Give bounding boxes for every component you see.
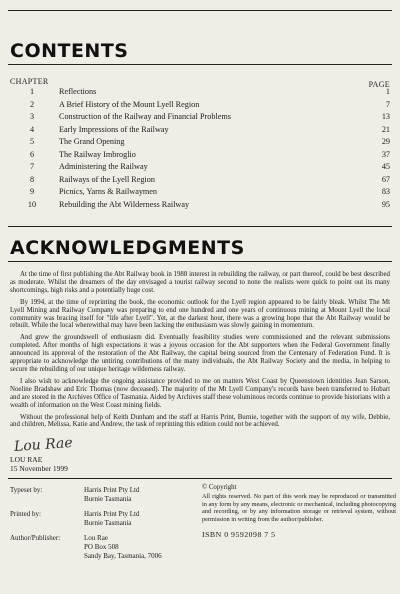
chapter-number: 10 [27,199,37,209]
acknowledgments-heading: ACKNOWLEDGMENTS [10,237,245,259]
top-rule [8,10,392,11]
imprint-rule [8,478,392,479]
toc-row [10,200,392,213]
author-publisher-line: PO Box 508 [84,542,119,551]
author-signature: Lou Rae [13,434,74,456]
acknowledgment-paragraph: I also wish to acknowledge the ongoing assistance provided to me on matters West Coast by Queenstown identities Jean Sarson, Noeline Bradshaw and Eric Thomas (now deceased). The majority of the Mt Lyell Company's records have been transferred to Hobart and are stored in the Archives Office of Tasmania. Aided by Archives staff these voluminous records continue to provide historians with a wealth of information on the West Coast mining fields. [10,377,390,409]
chapter-number: 8 [29,174,35,184]
toc-row [10,162,392,175]
chapter-number: 6 [29,149,35,159]
author-name: LOU RAE [10,455,43,464]
chapter-title: Construction of the Railway and Financial Problems [59,112,231,121]
copyright-text: All rights reserved. No part of this work may be reproduced or transmitted in any form by any means, electronic or mechanical, including photocopying and recording, or by any information storage or retrieval system, without permission in writing from the author/publisher. [202,492,396,524]
toc-row [10,137,392,150]
chapter-title: A Brief History of the Mount Lyell Region [59,99,200,109]
page-column-label: PAGE [368,80,390,89]
author-publisher-line: Lou Rae [84,534,108,543]
printed-line: Burnie Tasmania [84,518,132,527]
chapter-title: Early Impressions of the Railway [59,124,169,134]
chapter-number: 3 [29,112,35,121]
printed-credit [10,510,162,527]
chapter-title: Railways of the Lyell Region [59,174,155,184]
toc-row [10,150,392,163]
acknowledgment-paragraph: Without the professional help of Keith Dunham and the staff at Harris Print, Burnie, together with the support of my wife, Debbie, and children, Melissa, Katie and Andrew, the task of reprinting this edition could not be achieved. [10,413,390,429]
publishing-credits [10,486,162,567]
chapter-title: Administering the Railway [59,162,148,171]
page-number: 67 [381,174,390,184]
contents-rule [8,64,392,65]
acknowledgment-paragraph: By 1994, at the time of reprinting the book, the economic outlook for the Lyell region appeared to be fairly bleak. Whilst The Mt Lyell Mining and Railway Company was preparing to end one hundred and one years of continuous mining at Mount Lyell the local community was bracing itself for "life after Lyell". Yet, at the darkest hour, there was a growing hope that the Abt Railway would be rebuilt. While the local wherewithal may have been lacking the enthusiasm was slowly gaining in momentum. [10,298,390,330]
chapter-number: 4 [29,124,35,134]
chapter-title: The Grand Opening [59,137,125,146]
typeset-line: Harris Print Pty Ltd [84,486,140,494]
toc-row [10,100,392,113]
acknowledgment-paragraph: And grew the groundswell of enthusiasm did. Eventually feasibility studies were commissioned and the relevant submissions completed. After months of high expectations it was a joyous occasion for the Abt supporters when the Federal Government finally announced its approval of the restoration of the Abt Railway, the capital being sourced from the Centenary of Federation Fund. It is appropriate to acknowledge the untiring contributions of the many individuals, the Abt Railway Society and the media, in helping to secure the rebuilding of our unique heritage wilderness railway. [10,334,390,373]
typeset-label: Typeset by: [10,486,43,494]
chapter-column-label: CHAPTER [10,77,49,86]
printed-label: Printed by: [10,510,41,519]
page-number: 37 [381,149,390,159]
page-number: 7 [385,99,390,109]
toc-row [10,187,392,200]
chapter-number: 7 [29,162,35,171]
toc-row [10,112,392,125]
typeset-credit [10,486,162,503]
page-number: 83 [381,187,390,196]
typeset-line: Burnie Tasmania [84,494,132,503]
chapter-number: 5 [29,137,35,146]
page-number: 1 [385,87,390,96]
acknowledgments-rule [8,261,392,262]
page-number: 45 [381,162,390,171]
chapter-title: Rebuilding the Abt Wilderness Railway [59,199,190,209]
toc-row [10,175,392,188]
signature-date: 15 November 1999 [10,464,68,473]
author-publisher-credit [10,534,162,560]
section-divider [8,226,392,227]
page-number: 29 [381,137,390,146]
page-number: 13 [381,112,390,121]
chapter-title: Reflections [59,87,97,96]
copyright-title: © Copyright [202,484,237,491]
toc-row [10,87,392,100]
isbn: ISBN 0 9592098 7 5 [202,529,276,539]
printed-line: Harris Print Pty Ltd [84,510,140,519]
page-number: 95 [381,199,390,209]
chapter-title: Picnics, Yarns & Railwaymen [59,187,158,196]
author-publisher-label: Author/Publisher: [10,534,61,543]
copyright-notice [202,484,396,539]
chapter-number: 9 [29,187,35,196]
author-publisher-line: Sandy Bay, Tasmania, 7006 [84,551,162,560]
acknowledgment-paragraph: At the time of first publishing the Abt Railway book in 1988 interest in rebuilding the railway, or part thereof, could be best described as moderate. Whilst the dreamers of the day envisaged a tourist railway second to none the realists were quick to point out its many shortcomings, high risks and a potentially huge cost. [10,271,390,294]
chapter-title: The Railway Imbroglio [59,149,136,159]
chapter-number: 2 [29,99,35,109]
contents-heading: CONTENTS [10,40,129,62]
toc-row [10,125,392,138]
chapter-number: 1 [29,87,35,96]
acknowledgments-body [10,271,390,433]
table-of-contents [10,87,392,212]
page-number: 21 [381,124,390,134]
